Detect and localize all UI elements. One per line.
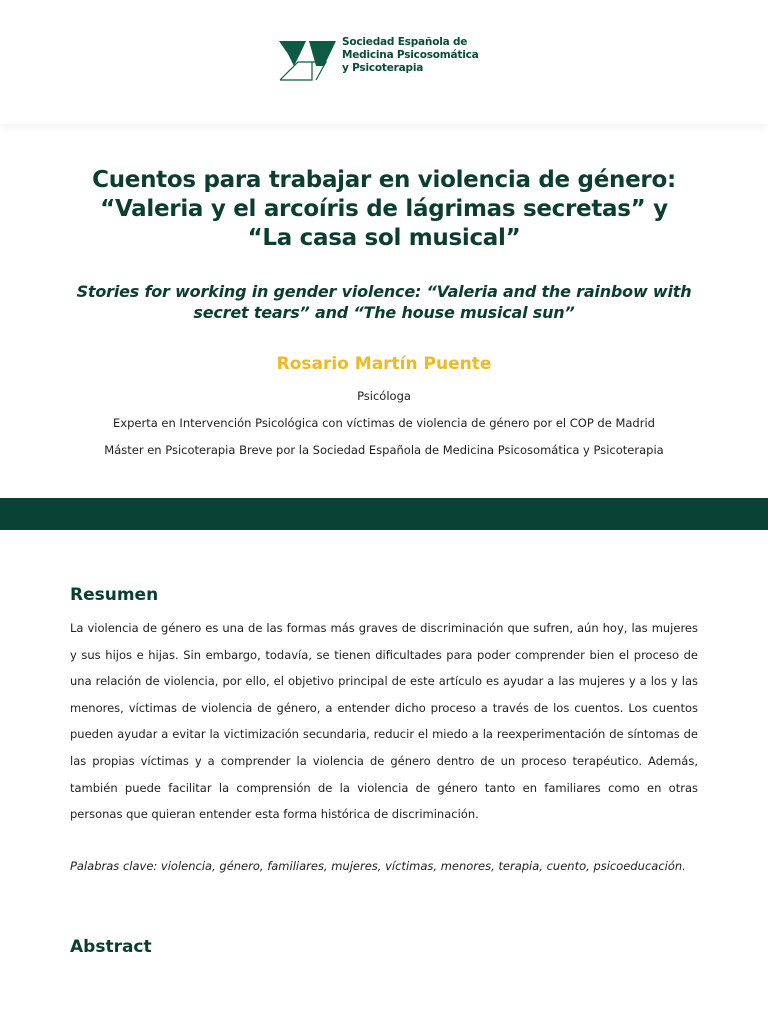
- resumen-body: La violencia de género es una de las formas más graves de discriminación que sufren, aún hoy, las mujeres y sus hijos e hijas. Sin embargo, todavía, se tienen dificultades para poder comprender bien el proceso de una relación de violencia, por ello, el objetivo principal de este artículo es ayudar a las mujeres y a los y las menores, víctimas de violencia de género, a entender dicho proceso a través de los cuentos. Los cuentos pueden ayudar a evitar la victimización secundaria, reducir el miedo a la reexperimentación de síntomas de las propias víctimas y a comprender la violencia de género dentro de un proceso terapéutico. Además, también puede facilitar la comprensión de la violencia de género tanto en familiares como en otras personas que quieran entender esta forma histórica de discriminación.: [70, 621, 698, 822]
- title-line-3: “La casa sol musical”: [247, 225, 521, 251]
- article-subtitle: [40, 281, 728, 323]
- article-title: [40, 166, 728, 253]
- keywords: Palabras clave: violencia, género, familiares, mujeres, víctimas, menores, terapia, cuento, psicoeducación.: [70, 859, 686, 873]
- title-line-1: Cuentos para trabajar en violencia de género:: [92, 167, 676, 193]
- society-logo: [278, 36, 479, 82]
- abstract-heading: Abstract: [70, 937, 152, 957]
- divider-band: [0, 498, 768, 530]
- page-header: [0, 0, 768, 124]
- author-master: Máster en Psicoterapia Breve por la Sociedad Española de Medicina Psicosomática y Psicoterapia: [104, 443, 664, 457]
- subtitle-line-2: secret tears” and “The house musical sun”: [193, 303, 575, 322]
- author-expertise: Experta en Intervención Psicológica con víctimas de violencia de género por el COP de Madrid: [113, 416, 655, 430]
- author-name: Rosario Martín Puente: [276, 354, 492, 374]
- logo-line-1: Sociedad Española de: [342, 36, 468, 48]
- author-role: Psicóloga: [357, 389, 411, 403]
- title-line-2: “Valeria y el arcoíris de lágrimas secretas” y: [100, 196, 668, 222]
- society-emblem-icon: [278, 36, 338, 82]
- subtitle-line-1: Stories for working in gender violence: “Valeria and the rainbow with: [76, 282, 692, 301]
- logo-line-2: Medicina Psicosomática: [342, 49, 479, 61]
- logo-line-3: y Psicoterapia: [342, 62, 424, 74]
- resumen-heading: Resumen: [70, 585, 159, 605]
